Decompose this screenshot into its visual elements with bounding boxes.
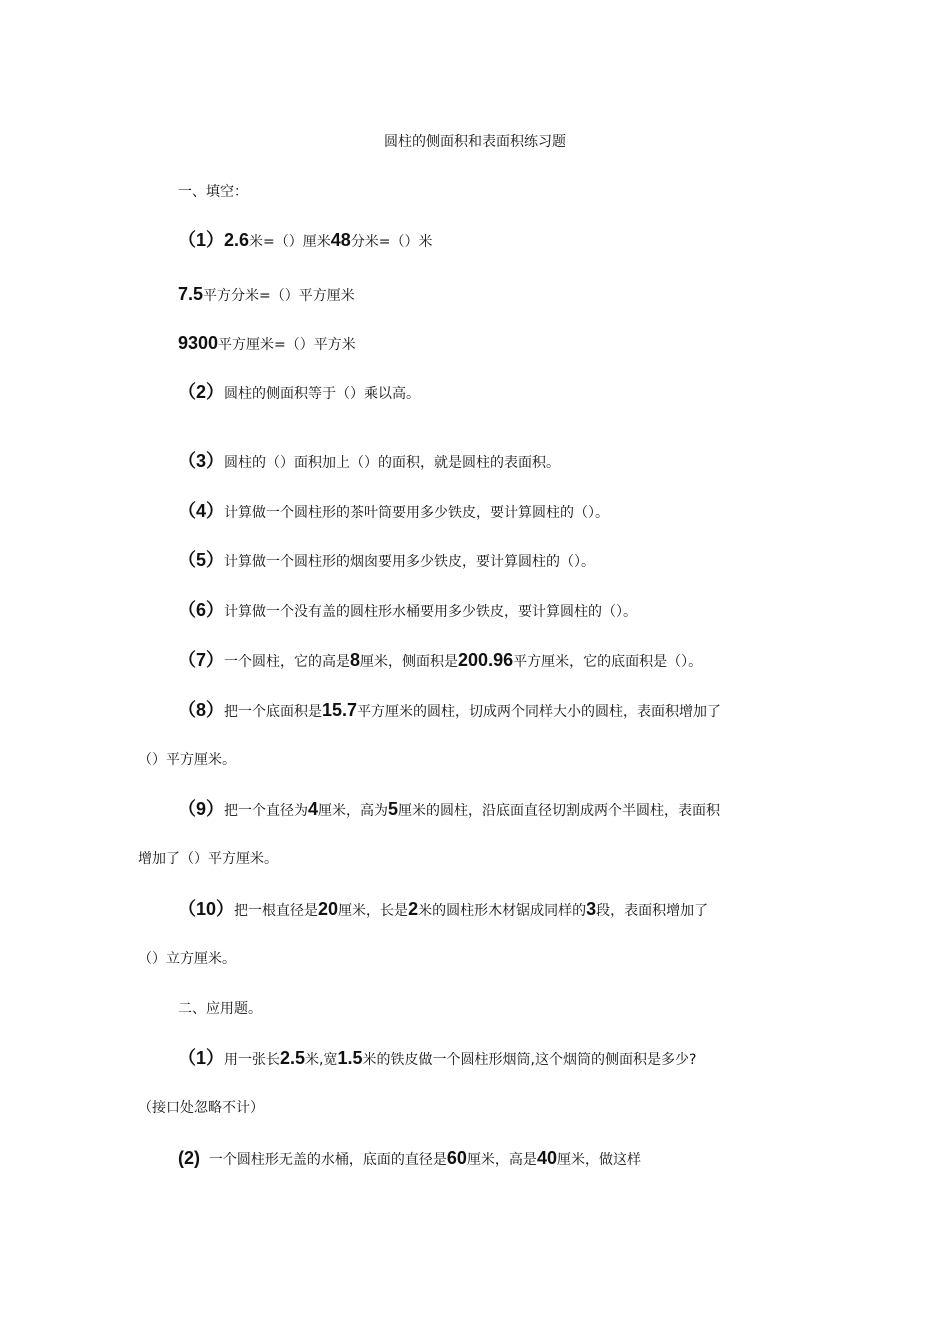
question-8-line-2: （）平方厘米。 bbox=[138, 752, 236, 768]
application-question-2: (2) 一个圆柱形无盖的水桶，底面的直径是60厘米，高是40厘米，做这样 bbox=[178, 1148, 641, 1168]
question-number: （1） bbox=[178, 230, 225, 250]
question-3: （3）圆柱的（）面积加上（）的面积，就是圆柱的表面积。 bbox=[178, 451, 561, 471]
section-heading-application: 二、应用题。 bbox=[178, 1001, 262, 1017]
question-number: （10） bbox=[178, 899, 235, 919]
question-1-line-3: 9300平方厘米=（）平方米 bbox=[178, 333, 356, 353]
question-1: （1）2.6米=（）厘米48分米=（）米 bbox=[178, 230, 433, 250]
application-question-1: （1）用一张长2.5米,宽1.5米的铁皮做一个圆柱形烟筒,这个烟筒的侧面积是多少? bbox=[178, 1048, 697, 1068]
question-1-line-2: 7.5平方分米=（）平方厘米 bbox=[178, 284, 355, 304]
question-9-line-2: 增加了（）平方厘米。 bbox=[138, 851, 278, 867]
question-8: （8）把一个底面积是15.7平方厘米的圆柱，切成两个同样大小的圆柱，表面积增加了 bbox=[178, 700, 722, 720]
question-number: （6） bbox=[178, 600, 225, 620]
question-number: （3） bbox=[178, 451, 225, 471]
question-number: (2) bbox=[178, 1148, 200, 1168]
question-number: （5） bbox=[178, 550, 225, 570]
section-heading-fill-blank: 一、填空： bbox=[178, 184, 248, 200]
question-5: （5）计算做一个圆柱形的烟囱要用多少铁皮，要计算圆柱的（）。 bbox=[178, 550, 596, 570]
question-number: （8） bbox=[178, 700, 225, 720]
question-number: （1） bbox=[178, 1048, 225, 1068]
question-9: （9）把一个直径为4厘米，高为5厘米的圆柱，沿底面直径切割成两个半圆柱，表面积 bbox=[178, 799, 721, 819]
question-number: （4） bbox=[178, 501, 225, 521]
question-7: （7）一个圆柱，它的高是8厘米，侧面积是200.96平方厘米，它的底面积是（）。 bbox=[178, 650, 703, 670]
question-4: （4）计算做一个圆柱形的茶叶筒要用多少铁皮，要计算圆柱的（）。 bbox=[178, 501, 610, 521]
question-number: （2） bbox=[178, 382, 225, 402]
application-question-1-line-2: （接口处忽略不计） bbox=[138, 1100, 264, 1116]
question-6: （6）计算做一个没有盖的圆柱形水桶要用多少铁皮，要计算圆柱的（）。 bbox=[178, 600, 638, 620]
page-title: 圆柱的侧面积和表面积练习题 bbox=[384, 134, 566, 150]
question-10-line-2: （）立方厘米。 bbox=[138, 951, 236, 967]
question-10: （10）把一根直径是20厘米，长是2米的圆柱形木材锯成同样的3段，表面积增加了 bbox=[178, 899, 709, 919]
question-number: （7） bbox=[178, 650, 225, 670]
question-2: （2）圆柱的侧面积等于（）乘以高。 bbox=[178, 382, 421, 402]
question-number: （9） bbox=[178, 799, 225, 819]
